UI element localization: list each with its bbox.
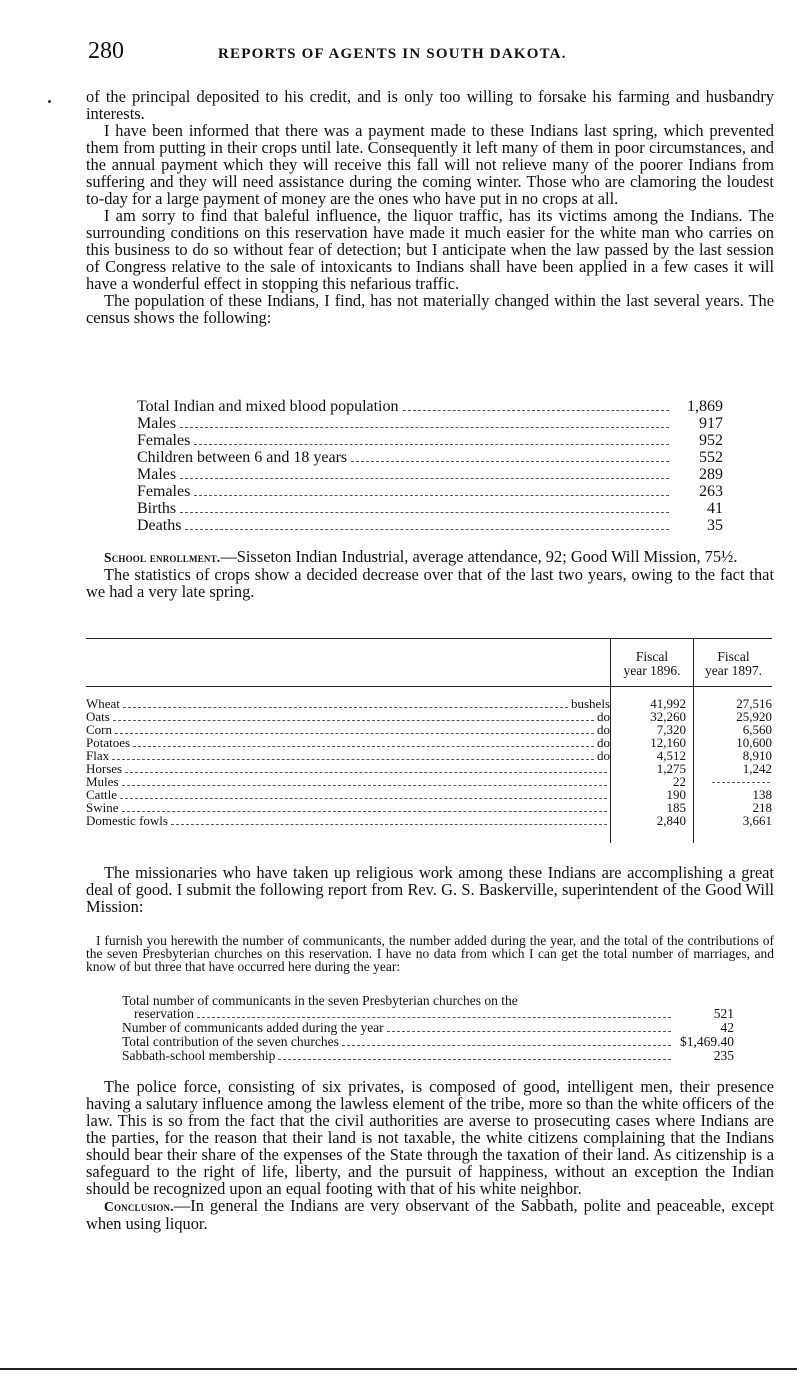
crop-statistics-table [86,638,772,843]
census-row: Males 917 [137,415,723,432]
running-title: REPORTS OF AGENTS IN SOUTH DAKOTA. [218,46,567,62]
table-row: Wheat bushels 41,992 27,516 [86,696,772,711]
census-row: Deaths 35 [137,517,723,534]
census-row: Females 952 [137,432,723,449]
missionaries-section [86,864,774,915]
census-row: Females 263 [137,483,723,500]
intro-paragraphs [86,88,774,326]
table-row: Swine 185 218 [86,800,772,815]
paragraph-payment: I have been informed that there was a payment made to these Indians last spring, which prevented them from putting in their crops until late. Consequently it left many of them in poor circumstances, and the annual payment which they will receive this fall will not relieve many of the poorer Indians from suffering and they will need assistance during the coming winter. Those who are clamoring the loudest to-day for a large payment of money are the ones who have put in no crops at all. [86,121,774,208]
school-runin: School enrollment. [104,550,221,565]
table-row: Domestic fowls 2,840 3,661 [86,813,772,828]
table-top-rule [86,638,772,639]
school-and-crops [86,548,774,600]
census-row: Males 289 [137,466,723,483]
paragraph-continuation: of the principal deposited to his credit, and is only too willing to forsake his farming and husbandry interests. [86,87,774,123]
table-row: Oats do 32,260 25,920 [86,709,772,724]
police-and-conclusion [86,1078,774,1232]
school-text: —Sisseton Indian Industrial, average attendance, 92; Good Will Mission, 75½. [220,547,738,566]
quote-paragraph: I furnish you herewith the number of communicants, the number added during the year, and the total of the contributions of the seven Presbyterian churches on this reservation. I have no data from which I can get the total number of marriages, and know of but three that have occurred here during the year: [86,933,774,974]
conclusion-text: —In general the Indians are very observant of the Sabbath, polite and peaceable, except when using liquor. [86,1196,774,1233]
table-row: Corn do 7,320 6,560 [86,722,772,737]
crops-intro: The statistics of crops show a decided decrease over that of the last two years, owing to the fact that we had a very late spring. [86,565,774,601]
census-row: Births 41 [137,500,723,517]
table-row: Flax do 4,512 8,910 [86,748,772,763]
quoted-report [86,934,774,973]
col-header-1896: Fiscal year 1896. [623,649,681,678]
empty-cell-dash [712,775,770,783]
table-row: Potatoes do 12,160 10,600 [86,735,772,750]
paragraph-liquor: I am sorry to find that baleful influence, the liquor traffic, has its victims among the Indians. The surrounding conditions on this reservation have made it much easier for the white man who carries on this business to do so without fear of detection; but I anticipate when the law passed by the last session of Congress relative to the sale of intoxicants to Indians shall have been applied in a few cases it will have a wonderful effect in stopping this nefarious traffic. [86,206,774,293]
table-header-rule [86,686,772,687]
church-row: Sabbath-school membership 235 [122,1048,734,1063]
table-row: Horses 1,275 1,242 [86,761,772,776]
church-row-line: Total number of communicants in the seven Presbyterian churches on the [122,993,518,1008]
conclusion-runin: Conclusion. [104,1199,174,1214]
page-bottom-rule [0,1368,797,1370]
paragraph-missionaries: The missionaries who have taken up religious work among these Indians are accomplishing a great deal of good. I submit the following report from Rev. G. S. Baskerville, superintendent of the Good Will Mission: [86,863,774,916]
census-row: Total Indian and mixed blood population 1,869 [137,398,723,415]
paragraph-population: The population of these Indians, I find, has not materially changed within the last several years. The census shows the following: [86,291,774,327]
church-row: Number of communicants added during the year 42 [122,1020,734,1035]
table-row: Cattle 190 138 [86,787,772,802]
church-row: reservation 521 [134,1006,734,1021]
page-number: 280 [88,38,124,64]
stray-mark [48,100,51,103]
census-row: Children between 6 and 18 years 552 [137,449,723,466]
church-row: Total contribution of the seven churches $1,469.40 [122,1034,734,1049]
paragraph-conclusion [86,1197,774,1232]
census-list [137,398,723,534]
page-header [88,38,778,68]
school-enrollment [86,548,774,566]
paragraph-police: The police force, consisting of six privates, is composed of good, intelligent men, their presence having a salutary influence among the lawless element of the tribe, more so than the white officers of the law. This is so from the fact that the civil authorities are averse to prosecuting cases where Indians are the parties, for the reason that their land is not taxable, the white citizens complaining that the Indians should bear their share of the expenses of the State through the taxation of their land. As citizenship is a safeguard to the right of life, liberty, and the pursuit of happiness, without an exception the Indian should be recognized upon an equal footing with that of his white neighbor. [86,1077,774,1198]
church-statistics [122,994,734,1063]
table-row: Mules 22 [86,775,772,788]
col-header-1897: Fiscal year 1897. [705,649,762,678]
